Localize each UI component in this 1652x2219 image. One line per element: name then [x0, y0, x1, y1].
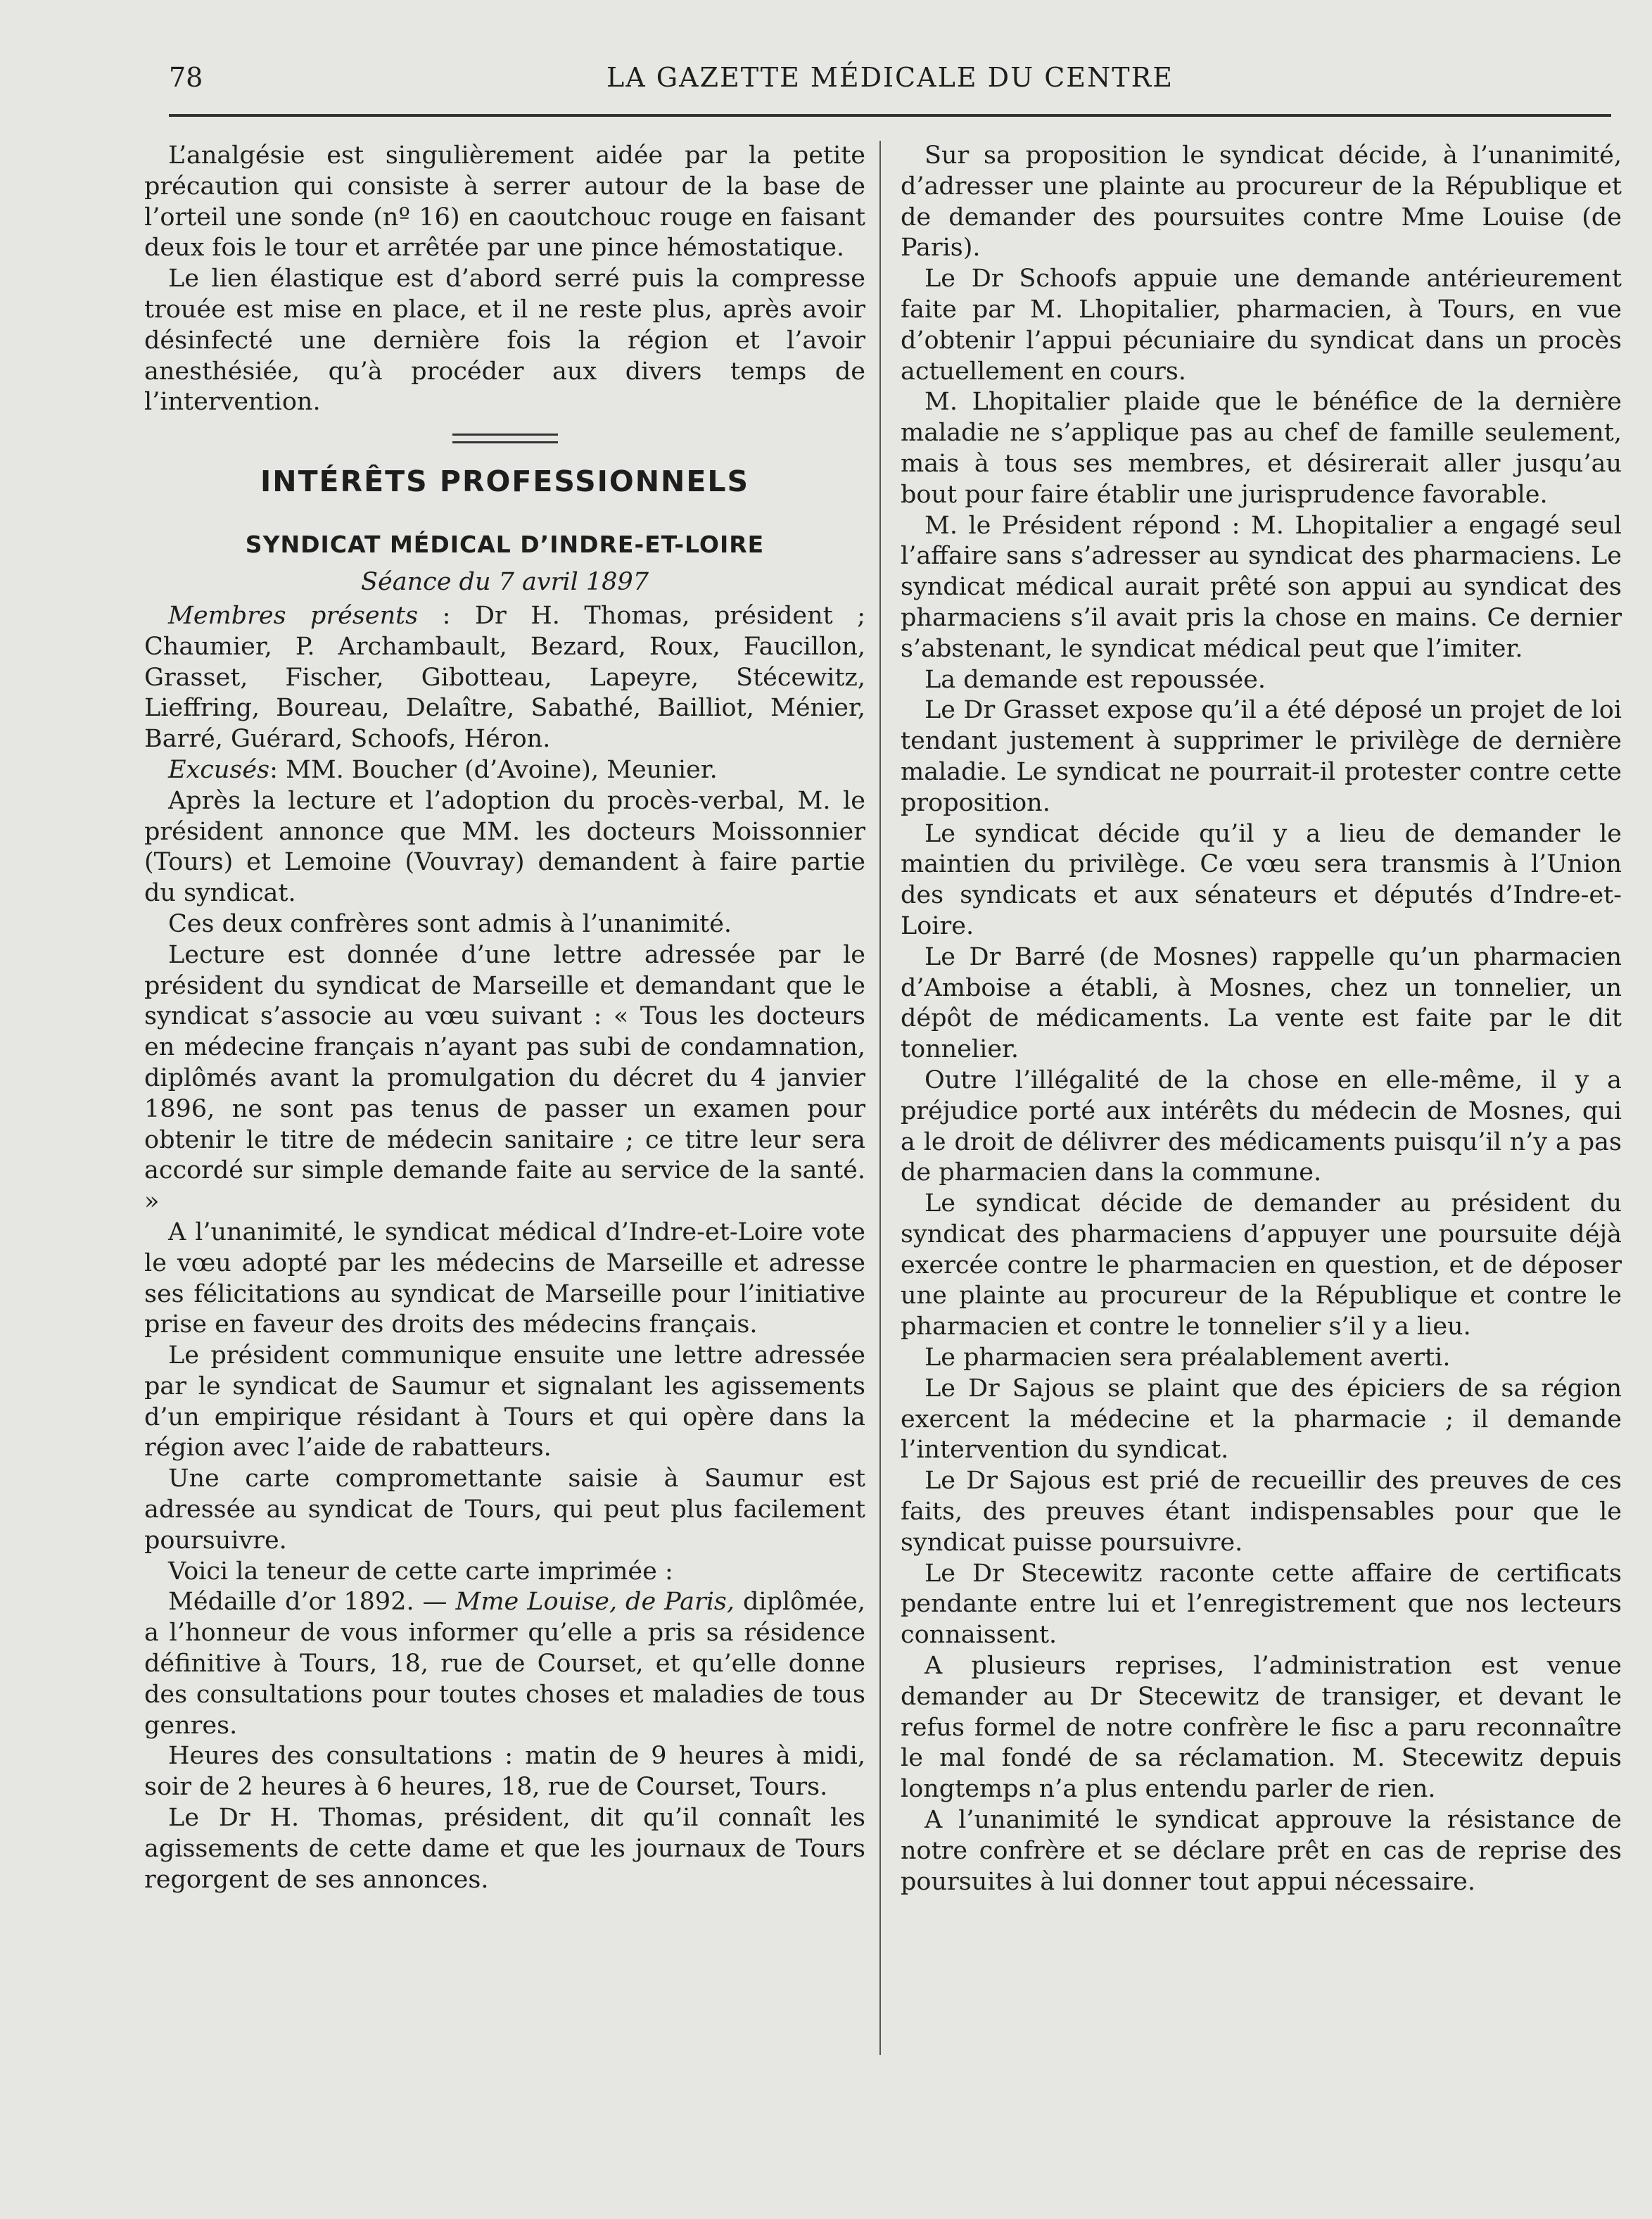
- paragraph: Ces deux confrères sont admis à l’unanimité.: [168, 909, 732, 938]
- paragraph: Le Dr Sajous se plaint que des épiciers de sa région exercent la médecine et la pharmacie ; il demande l’intervention du syndicat.: [901, 1374, 1622, 1465]
- paragraph: A l’unanimité, le syndicat médical d’Indre-et-Loire vote le vœu adopté par les médecins de Marseille et adresse ses félicitations au syndicat de Marseille pour l’initiative prise en faveur des droits des médecins français.: [144, 1218, 865, 1339]
- paragraph: Le Dr Barré (de Mosnes) rappelle qu’un pharmacien d’Amboise a établi, à Mosnes, chez un tonnelier, un dépôt de médicaments. La vente est faite par le dit tonnelier.: [901, 942, 1622, 1064]
- paragraph: Le pharmacien sera préalablement averti.: [925, 1344, 1451, 1372]
- paragraph: Le Dr Schoofs appuie une demande antérieurement faite par M. Lhopitalier, pharmacien, à Tours, en vue d’obtenir l’appui pécuniaire du syndicat dans un procès actuellement en cours.: [901, 265, 1622, 386]
- paragraph: Le Dr H. Thomas, président, dit qu’il connaît les agissements de cette dame et que les journaux de Tours regorgent de ses annonces.: [144, 1804, 865, 1894]
- present-label: Membres présents: [168, 601, 419, 630]
- paragraph: Lecture est donnée d’une lettre adressée par le président du syndicat de Marseille et demandant que le syndicat s’associe au vœu suivant : « Tous les docteurs en médecine français n’ayant pas subi de condamnation, diplômés avant la promulgation du décret du 4 janvier 1896, ne sont pas tenus de passer un examen pour obtenir le titre de médecin sanitaire ; ce titre leur sera accordé sur simple demande faite au service de la santé. »: [144, 940, 865, 1216]
- members-present: [144, 601, 865, 755]
- left-column: [144, 141, 865, 1895]
- paragraph: Le président communique ensuite une lettre adressée par le syndicat de Saumur et signalant les agissements d’un empirique résidant à Tours et qui opère dans la région avec l’aide de rabatteurs.: [144, 1341, 865, 1462]
- medal-name: Mme Louise, de Paris,: [455, 1588, 735, 1617]
- paragraph: Sur sa proposition le syndicat décide, à l’unanimité, d’adresser une plainte au procureur de la République et de demander des poursuites contre Mme Louise (de Paris).: [901, 141, 1622, 263]
- medal-prefix: Médaille d’or 1892. —: [168, 1588, 456, 1617]
- paragraph: M. Lhopitalier plaide que le bénéfice de la dernière maladie ne s’applique pas au chef de famille seulement, mais à tous ses membres, et désirerait aller jusqu’au bout pour faire établir une jurisprudence favorable.: [901, 388, 1622, 509]
- paragraph: L’analgésie est singulièrement aidée par la petite précaution qui consiste à serrer autour de la base de l’orteil une sonde (nº 16) en caoutchouc rouge en faisant deux fois le tour et arrêtée par une pince hémostatique.: [144, 141, 865, 263]
- paragraph: Voici la teneur de cette carte imprimée :: [168, 1557, 673, 1586]
- paragraph: Une carte compromettante saisie à Saumur est adressée au syndicat de Tours, qui peut plus facilement poursuivre.: [144, 1465, 865, 1555]
- medal-rest: diplômée, a l’honneur de vous informer qu’elle a pris sa résidence définitive à Tours, 18, rue de Courset, et qu’elle donne des consultations pour toutes choses et maladies de tous genres.: [144, 1588, 865, 1740]
- paragraph: Le syndicat décide qu’il y a lieu de demander le maintien du privilège. Ce vœu sera transmis à l’Union des syndicats et aux sénateurs et députés d’Indre-et-Loire.: [901, 819, 1622, 940]
- paragraph: Le Dr Grasset expose qu’il a été déposé un projet de loi tendant justement à supprimer le privilège de dernière maladie. Le syndicat ne pourrait-il protester contre cette proposition.: [901, 696, 1622, 817]
- page-header: [169, 62, 1611, 104]
- paragraph: Le syndicat décide de demander au président du syndicat des pharmaciens d’appuyer une poursuite déjà exercée contre le pharmacien en question, et de déposer une plainte au procureur de la République et contre le pharmacien et contre le tonnelier s’il y a lieu.: [901, 1189, 1622, 1341]
- paragraph: Après la lecture et l’adoption du procès-verbal, M. le président annonce que MM. les docteurs Moissonnier (Tours) et Lemoine (Vouvray) demandent à faire partie du syndicat.: [144, 786, 865, 908]
- present-list: : Dr H. Thomas, président ; Chaumier, P. Archambault, Bezard, Roux, Faucillon, Grasset, Fischer, Gibotteau, Lapeyre, Stécewitz, Lieffring, Boureau, Delaître, Sabathé, Bailliot, Ménier, Barré, Guérard, Schoofs, Héron.: [144, 601, 865, 754]
- paragraph: M. le Président répond : M. Lhopitalier a engagé seul l’affaire sans s’adresser au syndicat des pharmaciens. Le syndicat médical aurait prêté son appui au syndicat des pharmaciens s’il avait pris la chose en mains. Ce dernier s’abstenant, le syndicat médical peut que l’imiter.: [901, 511, 1622, 663]
- journal-title: LA GAZETTE MÉDICALE DU CENTRE: [606, 62, 1174, 93]
- column-divider: [879, 141, 881, 2055]
- excused-list: : MM. Boucher (d’Avoine), Meunier.: [269, 755, 718, 784]
- paragraph: La demande est repoussée.: [925, 665, 1266, 694]
- paragraph: Le Dr Stecewitz raconte cette affaire de certificats pendante entre lui et l’enregistrement que nos lecteurs connaissent.: [901, 1559, 1622, 1650]
- paragraph: Le Dr Sajous est prié de recueillir des preuves de ces faits, des preuves étant indispensables pour que le syndicat puisse poursuivre.: [901, 1467, 1622, 1557]
- page-number: 78: [169, 62, 203, 93]
- section-title: INTÉRÊTS PROFESSIONNELS: [260, 464, 749, 499]
- printed-card-text: [144, 1587, 865, 1741]
- excused-label: Excusés: [168, 755, 270, 784]
- right-column: [901, 141, 1622, 1897]
- paragraph: Le lien élastique est d’abord serré puis la compresse trouée est mise en place, et il ne reste plus, après avoir désinfecté une dernière fois la région et l’avoir anesthésiée, qu’à procéder aux divers temps de l’intervention.: [144, 265, 865, 417]
- paragraph: Heures des consultations : matin de 9 heures à midi, soir de 2 heures à 6 heures, 18, rue de Courset, Tours.: [144, 1742, 865, 1802]
- header-rule: [169, 114, 1611, 117]
- paragraph: Outre l’illégalité de la chose en elle-même, il y a préjudice porté aux intérêts du médecin de Mosnes, qui a le droit de délivrer des médicaments puisqu’il n’y a pas de pharmacien dans la commune.: [901, 1066, 1622, 1187]
- section-divider: [452, 434, 558, 443]
- meeting-date: Séance du 7 avril 1897: [361, 568, 649, 597]
- paragraph: A plusieurs reprises, l’administration est venue demander au Dr Stecewitz de transiger, et devant le refus formel de notre confrère le fisc a paru reconnaître le mal fondé de sa réclamation. M. Stecewitz depuis longtemps n’a plus entendu parler de rien.: [901, 1652, 1622, 1804]
- paragraph: A l’unanimité le syndicat approuve la résistance de notre confrère et se déclare prêt en cas de reprise des poursuites à lui donner tout appui nécessaire.: [901, 1806, 1622, 1896]
- syndicate-title: SYNDICAT MÉDICAL D’INDRE-ET-LOIRE: [245, 531, 765, 559]
- members-excused: [144, 755, 865, 786]
